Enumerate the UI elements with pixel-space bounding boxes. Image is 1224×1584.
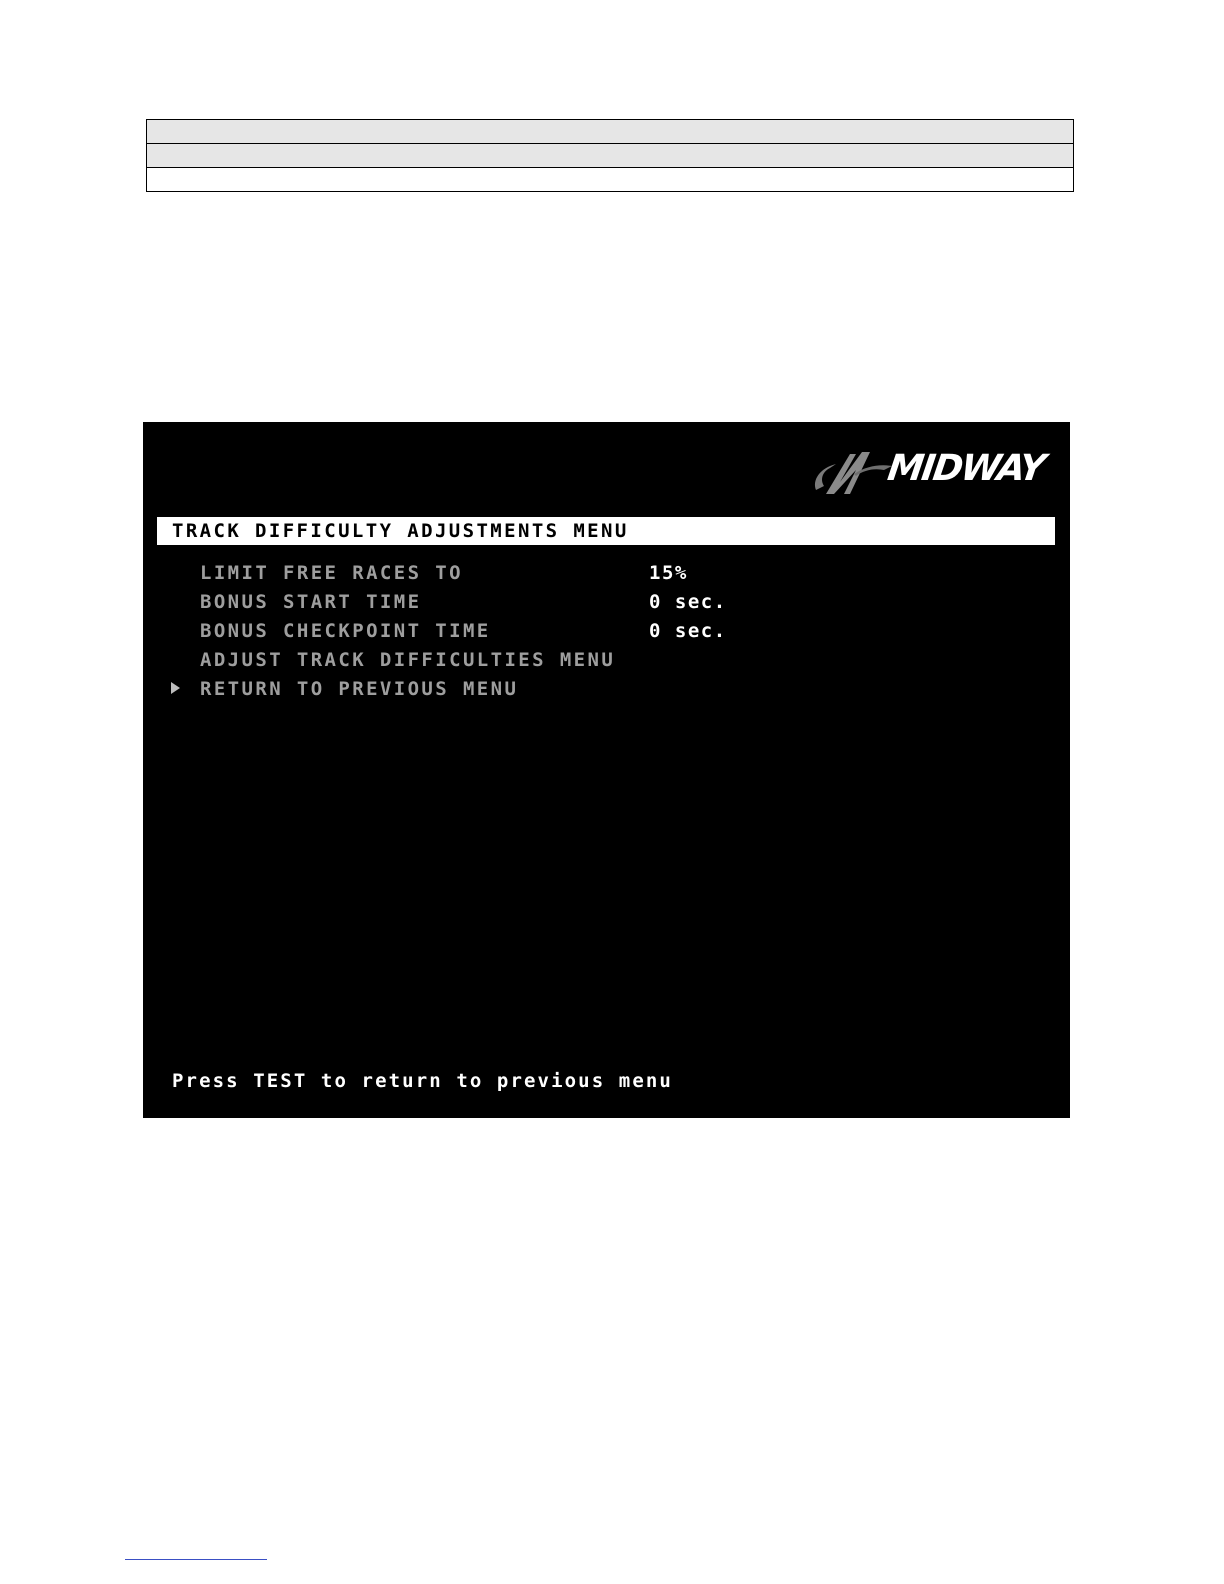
menu-item-bonus-start-time[interactable]: BONUS START TIME	[200, 591, 422, 613]
menu-title: TRACK DIFFICULTY ADJUSTMENTS MENU	[172, 520, 629, 542]
selection-arrow-icon	[171, 682, 180, 694]
header-table	[146, 119, 1074, 192]
midway-wing-logo-icon	[810, 444, 894, 500]
menu-value-bonus-checkpoint-time: 0 sec.	[649, 620, 727, 642]
header-row-2	[147, 144, 1073, 168]
menu-value-limit-free-races: 15%	[649, 562, 688, 584]
header-row-3	[147, 168, 1073, 191]
footer-instruction: Press TEST to return to previous menu	[172, 1070, 673, 1092]
header-row-1	[147, 120, 1073, 144]
menu-title-bar	[157, 517, 1055, 545]
midway-logo	[810, 444, 1047, 500]
menu-value-bonus-start-time: 0 sec.	[649, 591, 727, 613]
logo-wordmark: MIDWAY	[885, 448, 1047, 489]
menu-item-adjust-track-difficulties[interactable]: ADJUST TRACK DIFFICULTIES MENU	[200, 649, 616, 671]
footnote-divider	[125, 1559, 267, 1560]
arcade-screen	[143, 422, 1070, 1118]
menu-item-bonus-checkpoint-time[interactable]: BONUS CHECKPOINT TIME	[200, 620, 491, 642]
menu-item-return-to-previous[interactable]: RETURN TO PREVIOUS MENU	[200, 678, 519, 700]
menu-item-limit-free-races[interactable]: LIMIT FREE RACES TO	[200, 562, 463, 584]
